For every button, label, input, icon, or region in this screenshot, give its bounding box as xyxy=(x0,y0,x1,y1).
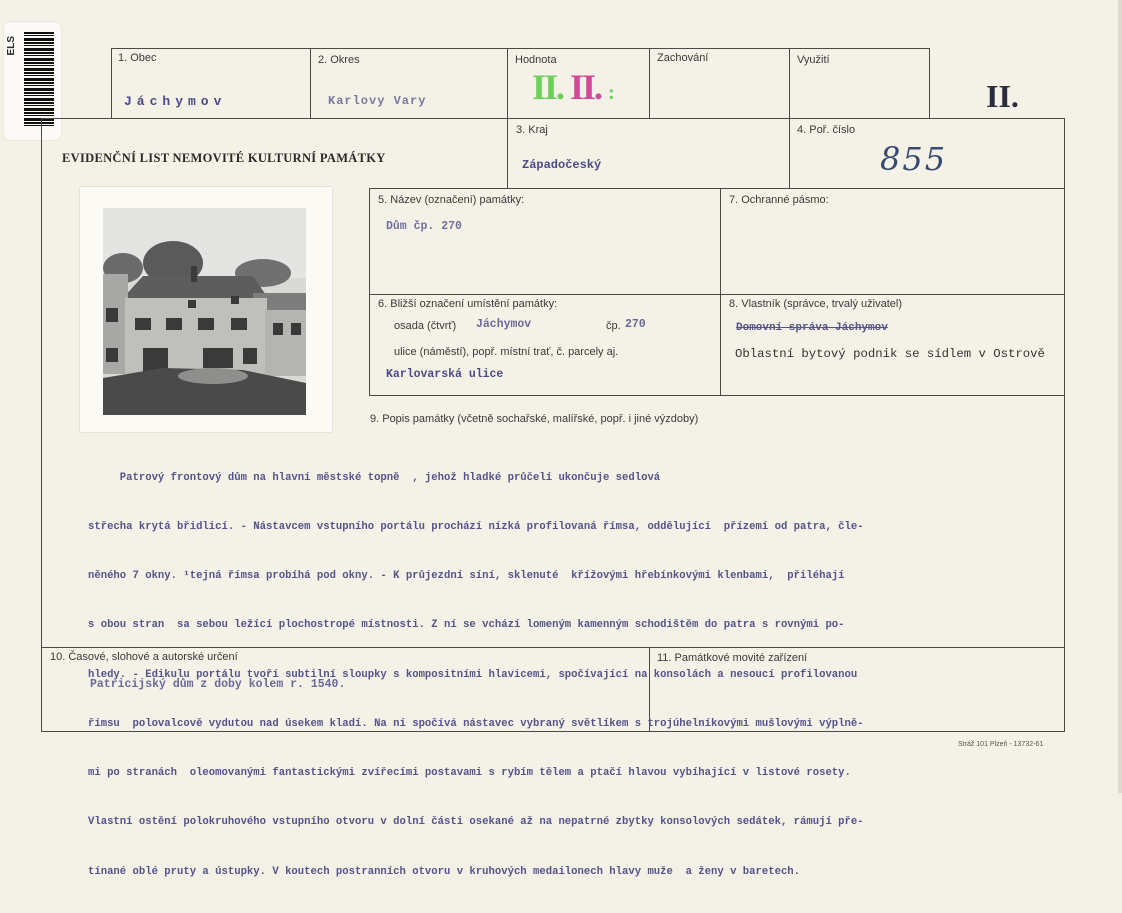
osada-value: Jáchymov xyxy=(476,318,532,331)
vlastnik-value: Oblastní bytový podnik se sídlem v Ostrově xyxy=(735,347,1045,361)
rule xyxy=(41,118,1065,119)
nazev-value: Dům čp. 270 xyxy=(386,220,462,233)
popis-line: něného 7 okny. ¹tejná římsa probíhá pod okny. - K průjezdní síní, sklenuté křížovými hřebínkovými klenbami, přiléhají xyxy=(88,570,845,583)
popis-line: střecha krytá břidlicí. - Nástavcem vstupního portálu prochází nízká profilovaná římsa, oddělující přízemí od patra, čle- xyxy=(88,521,864,534)
card-edge xyxy=(1118,0,1122,793)
kraj-value: Západočeský xyxy=(522,158,602,172)
form-title: EVIDENČNÍ LIST NEMOVITÉ KULTURNÍ PAMÁTKY xyxy=(62,151,386,165)
building-photo-icon xyxy=(103,208,306,415)
rule xyxy=(369,395,1065,396)
popis-line: římsu polovalcově vydutou nad úsekem kladí. Na ní spočívá nástavec vybraný světlíkem s trojúhelníkovými mušlovými výplně- xyxy=(88,717,864,730)
rule xyxy=(1064,118,1065,732)
ulice-value: Karlovarská ulice xyxy=(386,368,504,381)
kraj-label: 3. Kraj xyxy=(516,124,548,136)
popis-line: mi po stranách oleomovanými fantastickými zvířecími postavami s rybím tělem a ptačí hlavou vybíhající v listové rosety. xyxy=(88,767,851,780)
por-cislo-label: 4. Poř. číslo xyxy=(797,124,856,136)
ochranne-pasmo-label: 7. Ochranné pásmo: xyxy=(729,194,829,206)
rule xyxy=(41,118,42,732)
cp-value: 270 xyxy=(625,318,646,331)
popis-text xyxy=(88,437,1060,913)
rule xyxy=(111,48,930,49)
urceni-value: Patricijský dům z doby kolem r. 1540. xyxy=(90,678,346,691)
sticker-code: ELS xyxy=(6,36,17,56)
nazev-label: 5. Název (označení) památky: xyxy=(378,194,525,206)
umisteni-label: 6. Bližší označení umístění památky: xyxy=(378,298,558,310)
vlastnik-struck-value: Domovní správa Jáchymov xyxy=(736,322,888,334)
obec-value: Jáchymov xyxy=(124,94,227,109)
hodnota-value: II. II. : xyxy=(532,67,613,107)
corner-mark: II. xyxy=(986,78,1019,114)
monument-photo xyxy=(103,208,306,415)
popis-line: s obou stran sa sebou ležící plochostropé místnosti. Z ní se vchází lomeným kamenným schodištěm do patra s rovnými po- xyxy=(88,619,845,632)
okres-value: Karlovy Vary xyxy=(328,94,427,108)
cp-label: čp. xyxy=(606,320,621,332)
popis-line: Patrový frontový dům na hlavní městské topně , jehož hladké průčelí ukončuje sedlová xyxy=(88,471,661,484)
hodnota-label: Hodnota xyxy=(515,54,557,66)
okres-label: 2. Okres xyxy=(318,54,360,66)
popis-line: Vlastní ostění polokruhového vstupního otvoru v dolní části osekané až na nepatrné zbytky konsolových sedátek, rámují pře- xyxy=(88,816,864,829)
popis-label: 9. Popis památky (včetně sochařské, malířské, popř. i jiné výzdoby) xyxy=(370,413,699,425)
barcode-icon xyxy=(24,32,54,128)
popis-line: tínané oblé pruty a ústupky. V koutech postranních otvoru v kruhových medailonech hlavy muže a ženy v baretech. xyxy=(88,865,801,878)
vyuziti-label: Využití xyxy=(797,54,830,66)
rule xyxy=(369,294,1065,295)
por-cislo-value: 855 xyxy=(880,140,948,178)
barcode-sticker xyxy=(4,22,61,140)
osada-label: osada (čtvrť) xyxy=(394,320,457,332)
rule xyxy=(111,48,112,118)
print-footer: Stráž 101 Plzeň - 13732-61 xyxy=(958,741,1044,748)
popis-line: hledy. - Edikulu portálu tvoří subtilní sloupky s kompositními hlavicemi, spočívající na konsolách a nesoucí profilovanou xyxy=(88,668,858,681)
ulice-label: ulice (náměstí), popř. místní trať, č. parcely aj. xyxy=(394,346,619,358)
obec-label: 1. Obec xyxy=(118,52,157,64)
rule xyxy=(929,48,930,118)
rule xyxy=(369,188,1065,189)
vlastnik-label: 8. Vlastník (správce, trvalý uživatel) xyxy=(729,298,903,310)
monument-photo-frame xyxy=(80,187,332,432)
rule xyxy=(649,48,650,118)
movita-zarizeni-label: 11. Památkové movité zařízení xyxy=(657,652,808,664)
rule xyxy=(310,48,311,118)
urceni-label: 10. Časové, slohové a autorské určení xyxy=(50,651,238,663)
zachovani-label: Zachování xyxy=(657,52,709,64)
rule xyxy=(369,188,370,395)
rule xyxy=(720,188,721,395)
